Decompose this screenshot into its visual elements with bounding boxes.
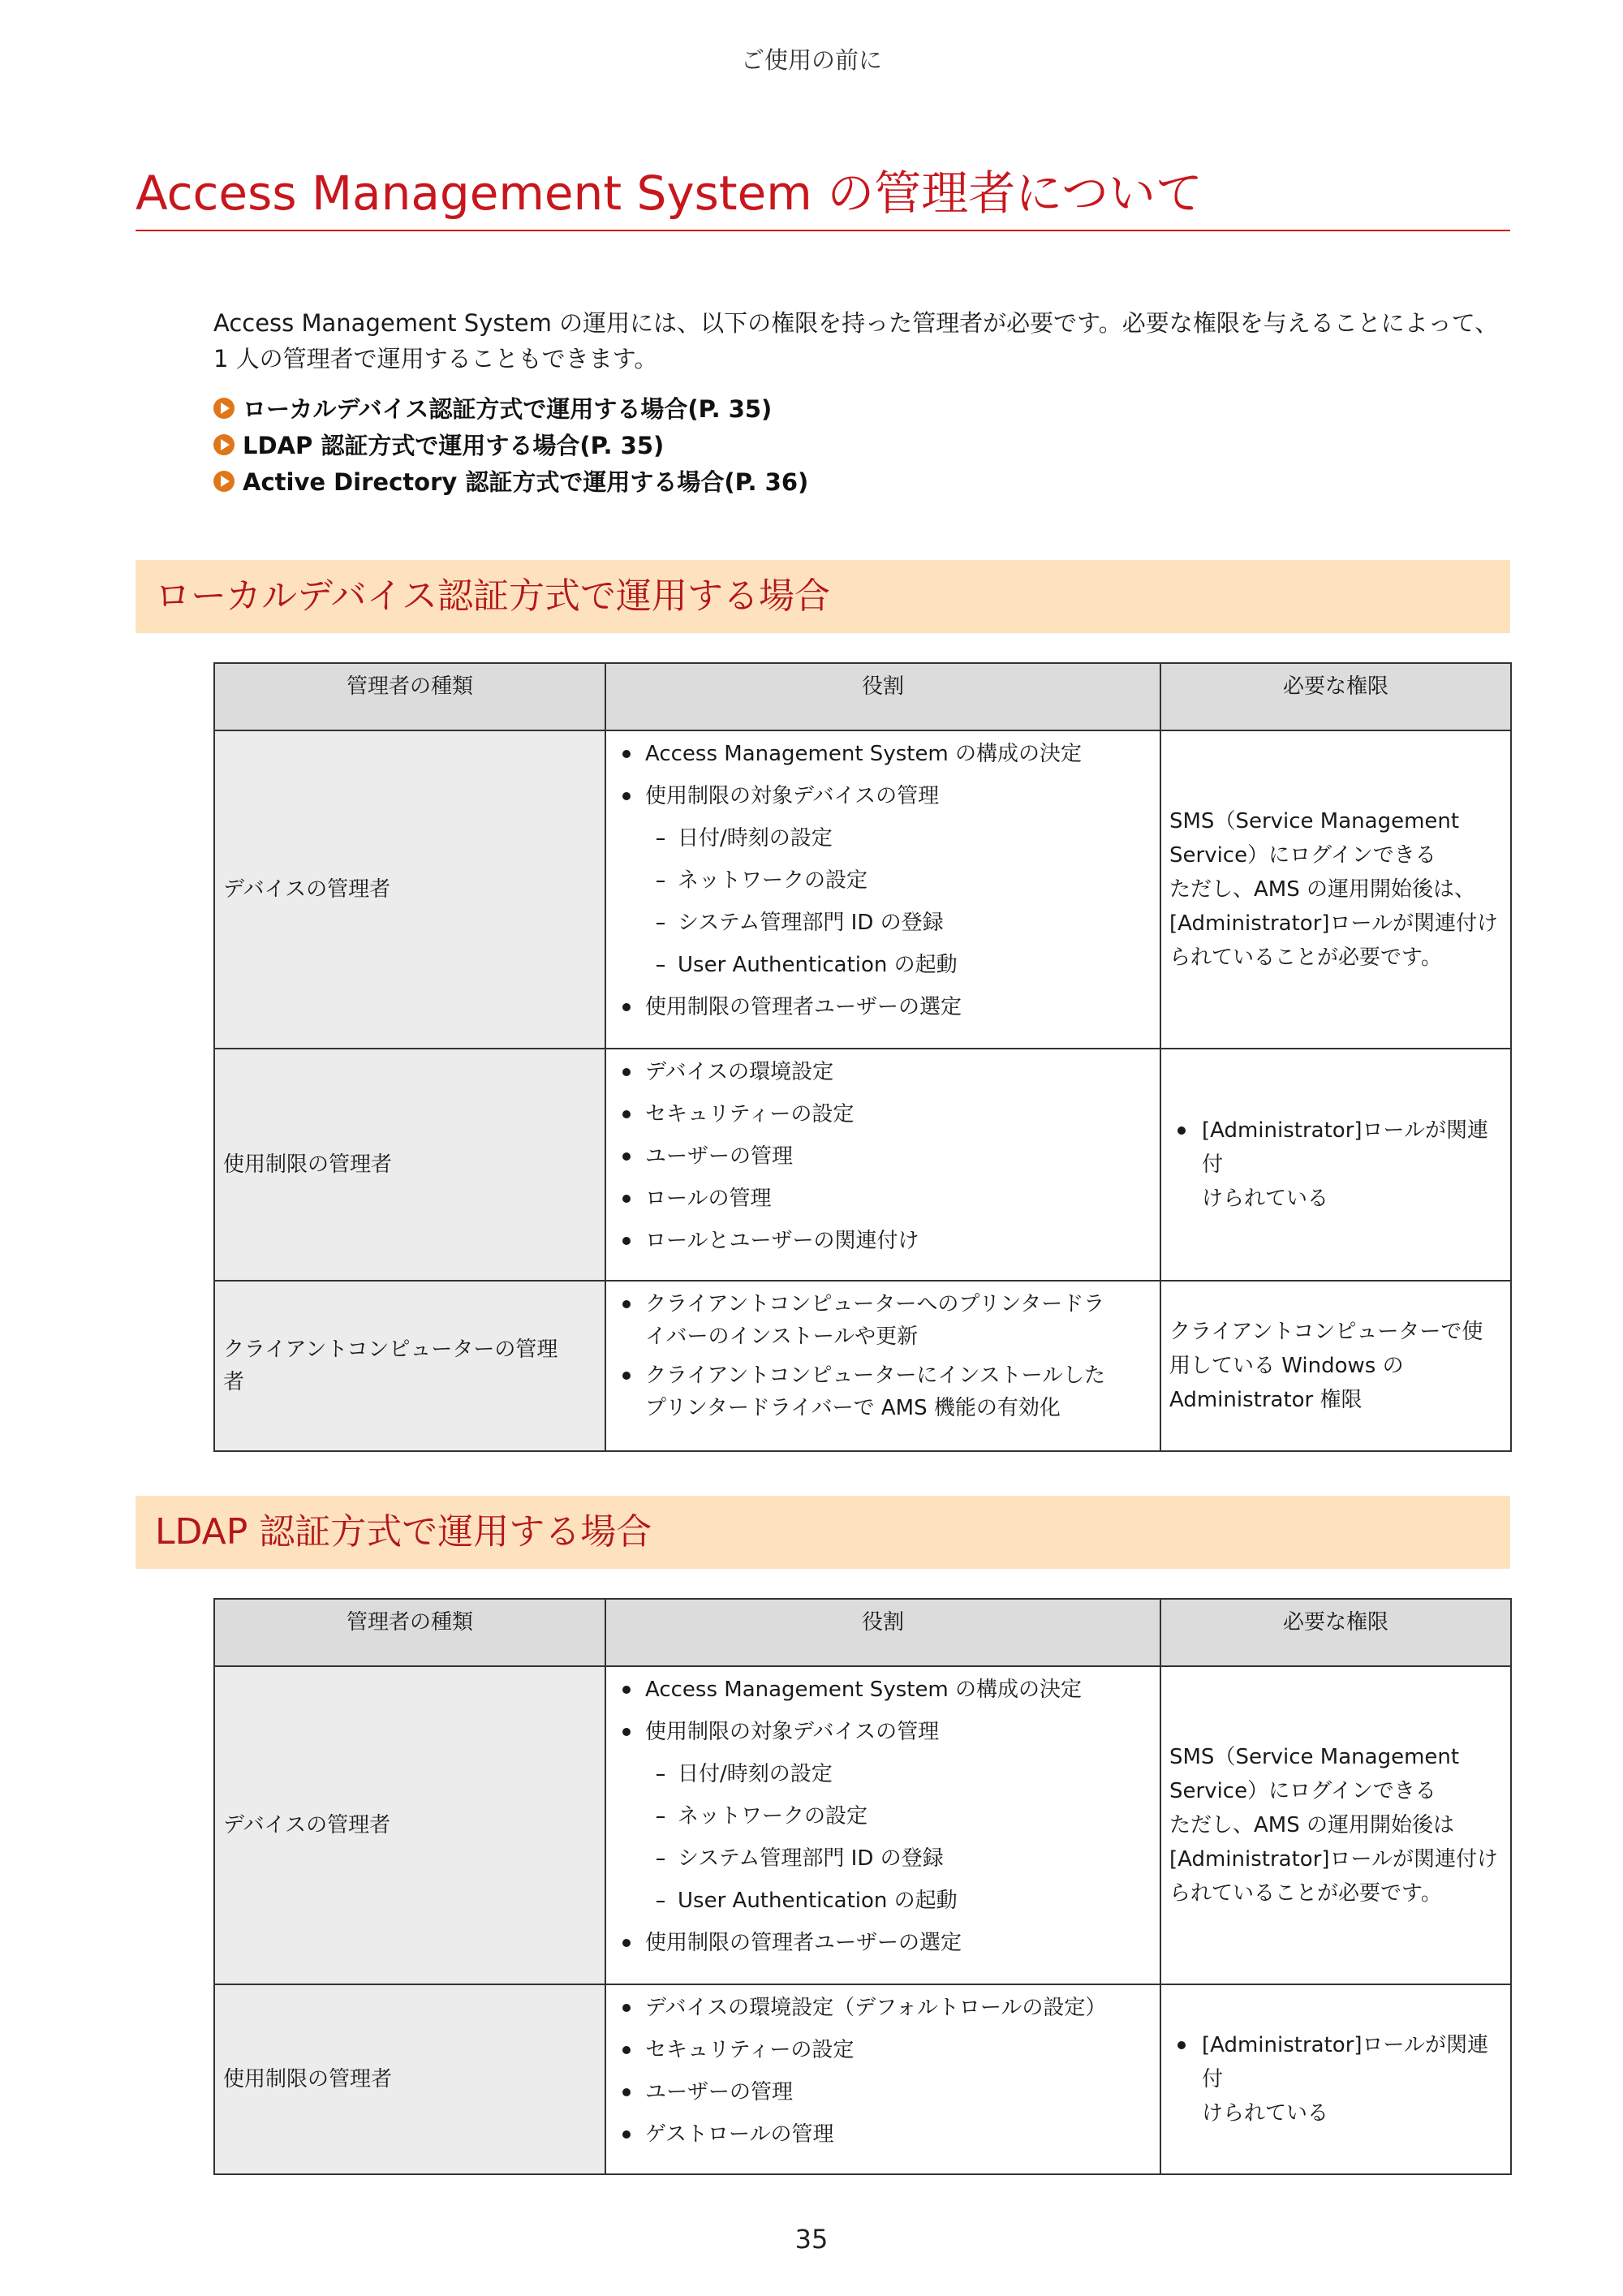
permission-cell — [1160, 730, 1511, 1049]
permission-line: [Administrator]ロールが関連付け — [1169, 911, 1499, 936]
role-cell — [605, 730, 1160, 1049]
role-cell — [605, 1049, 1160, 1281]
list-item: 使用制限の対象デバイスの管理 — [614, 780, 1152, 812]
section-title: ローカルデバイス認証方式で運用する場合 — [155, 575, 831, 617]
link-label: LDAP 認証方式で運用する場合(P. 35) — [243, 432, 665, 459]
sub-list-item: システム管理部門 ID の登録 — [614, 907, 1152, 939]
sub-list-item: 日付/時刻の設定 — [614, 1758, 1152, 1790]
list-item — [614, 1288, 1152, 1353]
permission-line: Administrator 権限 — [1169, 1388, 1363, 1412]
page-number: 35 — [794, 2224, 829, 2255]
list-item-line: クライアントコンピューターへのプリンタードラ — [645, 1292, 1105, 1316]
permission-line: られていることが必要です。 — [1169, 1881, 1442, 1906]
section-title: LDAP 認証方式で運用する場合 — [155, 1511, 652, 1553]
role-cell — [605, 1281, 1160, 1451]
role-cell — [605, 1984, 1160, 2174]
permission-cell — [1160, 1984, 1511, 2174]
list-item: ユーザーの管理 — [614, 1140, 1152, 1173]
admin-type-line: クライアントコンピューターの管理 — [223, 1338, 558, 1362]
column-header: 役割 — [605, 663, 1160, 730]
list-item — [614, 1359, 1152, 1424]
arrow-circle-icon — [213, 471, 235, 492]
permission-line: SMS（Service Management — [1169, 809, 1460, 834]
table-row — [214, 1984, 1511, 2174]
admin-type-cell — [214, 1281, 605, 1451]
permission-line: られていることが必要です。 — [1169, 946, 1442, 970]
arrow-circle-icon — [213, 398, 235, 419]
admin-type-line: 者 — [223, 1370, 245, 1394]
permission-line: クライアントコンピューターで使 — [1169, 1320, 1483, 1344]
list-item: ロールとユーザーの関連付け — [614, 1225, 1152, 1257]
intro-line-2: 1 人の管理者で運用することもできます。 — [213, 345, 658, 373]
link-local-device-auth[interactable] — [213, 390, 1431, 426]
list-item: Access Management System の構成の決定 — [614, 1674, 1152, 1706]
permission-bullet — [1169, 2028, 1502, 2130]
admin-type-cell: 使用制限の管理者 — [214, 1049, 605, 1281]
permission-line: [Administrator]ロールが関連付 — [1202, 1118, 1489, 1177]
column-header: 役割 — [605, 1599, 1160, 1666]
link-label: ローカルデバイス認証方式で運用する場合(P. 35) — [243, 395, 773, 423]
table-row — [214, 1281, 1511, 1451]
admin-table-ldap — [213, 1598, 1512, 2175]
list-item: 使用制限の対象デバイスの管理 — [614, 1716, 1152, 1748]
list-item: セキュリティーの設定 — [614, 1098, 1152, 1131]
link-label: Active Directory 認証方式で運用する場合(P. 36) — [243, 468, 809, 496]
sub-list-item: システム管理部門 ID の登録 — [614, 1842, 1152, 1875]
permission-line: ただし、AMS の運用開始後は — [1169, 1813, 1454, 1837]
link-ldap-auth[interactable] — [213, 426, 1431, 463]
sub-list-item: ネットワークの設定 — [614, 864, 1152, 897]
intro-line-1: Access Management System の運用には、以下の権限を持った管理者が必要です。必要な権限を与えることによって、 — [213, 309, 1499, 337]
list-item: ゲストロールの管理 — [614, 2118, 1152, 2151]
arrow-circle-icon — [213, 434, 235, 455]
table-row — [214, 1666, 1511, 1984]
list-item: デバイスの環境設定 — [614, 1056, 1152, 1088]
column-header: 必要な権限 — [1160, 663, 1511, 730]
table-row — [214, 1049, 1511, 1281]
table-header-row — [214, 1599, 1511, 1666]
admin-type-cell: デバイスの管理者 — [214, 730, 605, 1049]
permission-line: [Administrator]ロールが関連付け — [1169, 1847, 1499, 1872]
role-cell — [605, 1666, 1160, 1984]
section-heading-ldap — [136, 1496, 1510, 1569]
list-item: ユーザーの管理 — [614, 2076, 1152, 2109]
running-header: ご使用の前に — [740, 46, 882, 74]
permission-line: 用している Windows の — [1169, 1354, 1404, 1378]
sub-list-item: ネットワークの設定 — [614, 1800, 1152, 1833]
list-item-line: イバーのインストールや更新 — [645, 1325, 919, 1349]
list-item: 使用制限の管理者ユーザーの選定 — [614, 1927, 1152, 1959]
table-row — [214, 730, 1511, 1049]
title-rule — [136, 230, 1510, 231]
permission-line: けられている — [1202, 1187, 1329, 1211]
list-item: Access Management System の構成の決定 — [614, 738, 1152, 770]
permission-cell — [1160, 1049, 1511, 1281]
section-link-list — [213, 390, 1431, 499]
column-header: 管理者の種類 — [214, 1599, 605, 1666]
admin-table-local-device — [213, 662, 1512, 1452]
page-title: Access Management System の管理者について — [136, 166, 1203, 221]
permission-cell — [1160, 1281, 1511, 1451]
permission-line: Service）にログインできる — [1169, 1779, 1436, 1803]
permission-line: Service）にログインできる — [1169, 843, 1436, 868]
column-header: 管理者の種類 — [214, 663, 605, 730]
sub-list-item: User Authentication の起動 — [614, 949, 1152, 981]
table-header-row — [214, 663, 1511, 730]
admin-type-cell: デバイスの管理者 — [214, 1666, 605, 1984]
list-item-line: クライアントコンピューターにインストールした — [645, 1363, 1106, 1388]
admin-type-cell: 使用制限の管理者 — [214, 1984, 605, 2174]
section-heading-local-device — [136, 560, 1510, 633]
sub-list-item: 日付/時刻の設定 — [614, 822, 1152, 855]
permission-line: [Administrator]ロールが関連付 — [1202, 2033, 1489, 2091]
list-item: 使用制限の管理者ユーザーの選定 — [614, 991, 1152, 1023]
intro-paragraph — [213, 305, 1520, 377]
list-item-line: プリンタードライバーで AMS 機能の有効化 — [645, 1396, 1061, 1420]
list-item: セキュリティーの設定 — [614, 2034, 1152, 2066]
permission-cell — [1160, 1666, 1511, 1984]
list-item: デバイスの環境設定（デフォルトロールの設定） — [614, 1992, 1152, 2024]
permission-bullet — [1169, 1114, 1502, 1216]
link-active-directory-auth[interactable] — [213, 463, 1431, 499]
list-item: ロールの管理 — [614, 1182, 1152, 1215]
sub-list-item: User Authentication の起動 — [614, 1885, 1152, 1917]
column-header: 必要な権限 — [1160, 1599, 1511, 1666]
permission-line: けられている — [1202, 2101, 1329, 2126]
permission-line: ただし、AMS の運用開始後は、 — [1169, 877, 1475, 902]
permission-line: SMS（Service Management — [1169, 1745, 1460, 1769]
